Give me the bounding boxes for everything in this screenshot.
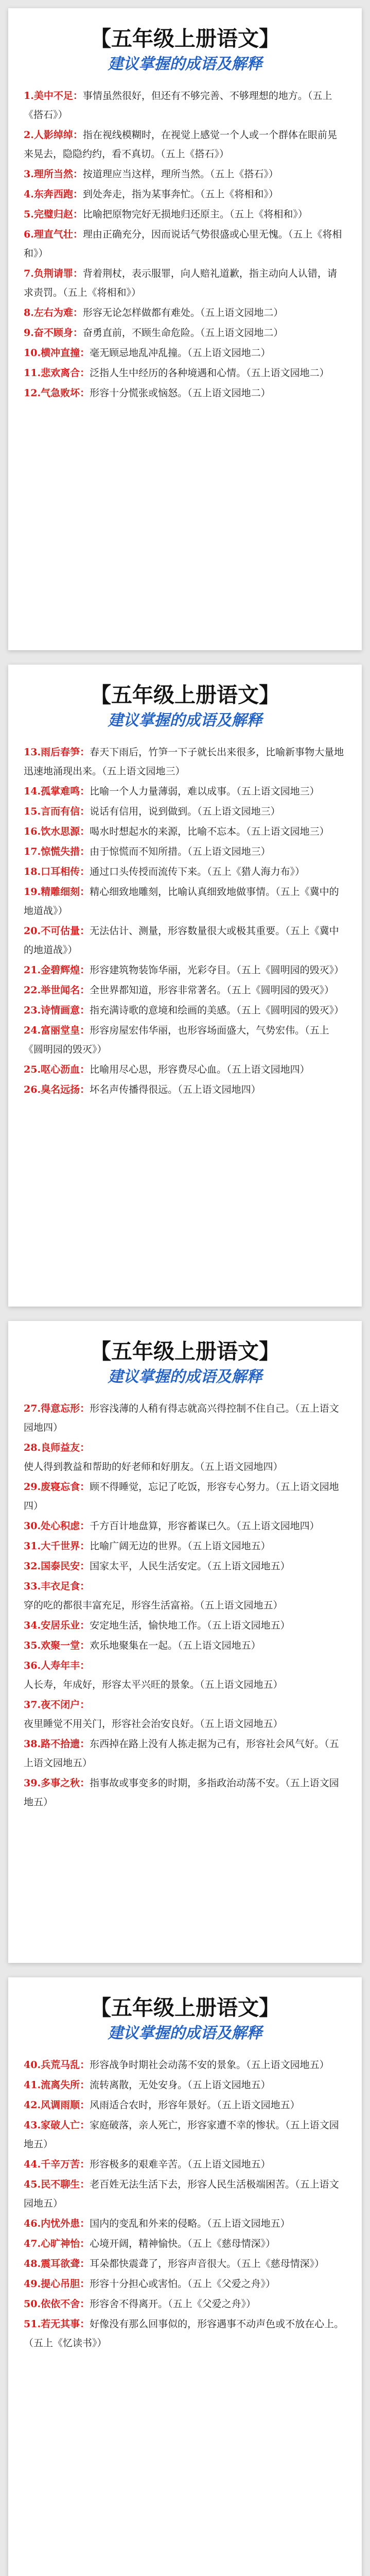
idiom-term: 横冲直撞： (41, 347, 90, 359)
entry-number: 20. (24, 925, 41, 937)
idiom-term: 处心积虑： (41, 1520, 90, 1532)
idiom-definition: 形容无论怎样做都有难处。（五上语文园地二） (82, 307, 284, 318)
idiom-term: 流离失所： (41, 2079, 90, 2091)
idiom-definition: 事情虽然很好，但还有不够完善、不够理想的地方。（五上《搭石》） (24, 90, 332, 121)
idiom-entry (24, 883, 346, 921)
idiom-term: 人影绰绰： (33, 129, 83, 141)
document-page (8, 8, 362, 650)
entry-number: 19. (24, 886, 41, 897)
idiom-definition: 风雨适合农时，形容年景好。（五上语文园地五） (90, 2099, 300, 2111)
idiom-definition: 老百姓无法生活下去，形容人民生活极端困苦。（五上语文园地五） (24, 2179, 339, 2209)
idiom-definition: 比喻用尽心思，形容费尽心血。（五上语文园地四） (90, 1064, 310, 1075)
entry-number: 25. (24, 1064, 41, 1075)
idiom-term: 金碧辉煌： (41, 964, 90, 976)
page-title: 【五年级上册语文】 (90, 1339, 280, 1364)
idiom-entry (24, 2175, 346, 2213)
idiom-definition: 国家太平，人民生活安定。（五上语文园地五） (90, 1561, 290, 1572)
idiom-term: 臭名远扬： (41, 1084, 90, 1095)
idiom-entry (24, 2076, 346, 2095)
idiom-entry (24, 1577, 346, 1615)
entry-number: 6. (24, 229, 34, 240)
idiom-term: 路不拾遗： (41, 1738, 90, 1750)
idiom-definition: 指在视线模糊时，在视觉上感觉一个人或一个群体在眼前晃来晃去，隐隐约约，看不真切。（五上《搭石》） (24, 129, 337, 160)
idiom-term: 良师益友： (41, 1442, 90, 1453)
entry-number: 43. (24, 2120, 41, 2131)
idiom-entry (24, 344, 346, 363)
idiom-term: 依依不舍： (41, 2298, 90, 2310)
document-page (8, 665, 362, 1307)
idiom-definition: 形容房屋宏伟华丽，也形容场面盛大，气势宏伟。（五上《圆明园的毁灭》） (24, 1025, 329, 1055)
entry-number: 4. (24, 189, 34, 200)
idiom-term: 震耳欲聋： (41, 2258, 90, 2269)
idiom-term: 千辛万苦： (41, 2159, 90, 2170)
idiom-entry (24, 1399, 346, 1437)
idiom-definition: 形容舍不得离开。（五上《父爱之舟》） (90, 2298, 256, 2310)
idiom-definition: 心境开阔，精神愉快。（五上《慈母情深》） (90, 2238, 276, 2249)
entry-number: 15. (24, 806, 41, 817)
entry-number: 23. (24, 1005, 41, 1016)
document-page (8, 1321, 362, 1963)
idiom-definition: 背着荆杖，表示服罪，向人赔礼道歉，指主动向人认错，请求责罚。（五上《将相和》） (24, 268, 337, 298)
idiom-entry (24, 961, 346, 980)
entry-number: 32. (24, 1561, 41, 1572)
idiom-term: 富丽堂皇： (41, 1025, 90, 1036)
idiom-entry (24, 87, 346, 125)
idiom-definition: 流转离散，无处安身。（五上语文园地五） (90, 2079, 271, 2091)
idiom-entry (24, 782, 346, 801)
entry-number: 10. (24, 347, 41, 359)
idiom-entry (24, 126, 346, 164)
idiom-definition: 比喻广阔无边的世界。（五上语文园地五） (90, 1540, 271, 1552)
entry-number: 49. (24, 2278, 41, 2290)
idiom-term: 不可估量： (41, 925, 90, 937)
entry-number: 40. (24, 2059, 41, 2071)
idiom-entry (24, 264, 346, 302)
idiom-entry (24, 1080, 346, 1099)
entry-number: 48. (24, 2258, 41, 2269)
idiom-term: 言而有信： (41, 806, 90, 817)
entry-number: 28. (24, 1442, 41, 1453)
idiom-entry (24, 842, 346, 861)
idiom-term: 风调雨顺： (41, 2099, 90, 2111)
idiom-term: 得意忘形： (41, 1403, 90, 1414)
idiom-definition: 形容战争时期社会动荡不安的景象。（五上语文园地五） (90, 2059, 329, 2071)
idiom-definition: 到处奔走，指为某事奔忙。（五上《将相和》） (82, 189, 278, 200)
idiom-term: 悲欢离合： (41, 367, 90, 379)
idiom-term: 安居乐业： (41, 1620, 90, 1631)
idiom-definition: 欢乐地聚集在一起。（五上语文园地五） (90, 1640, 261, 1651)
idiom-entry (24, 225, 346, 263)
page-subtitle: 建议掌握的成语及解释 (108, 711, 262, 730)
entry-number: 13. (24, 747, 41, 758)
idiom-term: 饮水思源： (41, 826, 90, 837)
document-page (8, 1977, 362, 2576)
entry-number: 1. (24, 90, 34, 101)
idiom-term: 雨后春笋： (41, 747, 90, 758)
idiom-entry (24, 384, 346, 403)
idiom-term: 惊慌失措： (41, 846, 90, 857)
idiom-entry (24, 1478, 346, 1516)
idiom-definition: 夜里睡觉不用关门，形容社会治安良好。（五上语文园地五） (24, 1718, 283, 1730)
entry-number: 44. (24, 2159, 41, 2170)
entry-number: 42. (24, 2099, 41, 2111)
idiom-definition: 精心细致地雕刻，比喻认真细致地做事情。（五上《冀中的地道战》） (24, 886, 339, 917)
idiom-entry (24, 1438, 346, 1477)
page-title: 【五年级上册语文】 (90, 1995, 280, 2020)
idiom-definition: 形容十分担心或害怕。（五上《父爱之舟》） (90, 2278, 276, 2290)
entry-number: 35. (24, 1640, 41, 1651)
idiom-entry (24, 2155, 346, 2174)
idiom-term: 负荆请罪： (33, 268, 83, 279)
entry-number: 26. (24, 1084, 41, 1095)
idiom-definition: 东西掉在路上没有人拣走据为己有，形容社会风气好。（五上语文园地五） (24, 1738, 339, 1769)
idiom-entry (24, 303, 346, 323)
entry-number: 14. (24, 786, 41, 797)
entry-number: 21. (24, 964, 41, 976)
idiom-entry (24, 1001, 346, 1020)
idiom-definition: 形容极多的艰难辛苦。（五上语文园地五） (90, 2159, 271, 2170)
entry-number: 7. (24, 268, 34, 279)
entry-number: 2. (24, 129, 34, 141)
entry-number: 36. (24, 1660, 41, 1671)
idiom-term: 东奔西跑： (33, 189, 83, 200)
page-subtitle: 建议掌握的成语及解释 (108, 2024, 262, 2042)
idiom-definition: 比喻一个人力量薄弱，难以成事。（五上语文园地三） (90, 786, 320, 797)
idiom-definition: 说话有信用，说到做到。（五上语文园地三） (90, 806, 280, 817)
idiom-definition: 理由正确充分，因而说话气势很盛或心里无愧。（五上《将相和》） (24, 229, 342, 259)
entry-number: 50. (24, 2298, 41, 2310)
idiom-definition: 由于惊慌而不知所措。（五上语文园地三） (90, 846, 271, 857)
idiom-entry (24, 2234, 346, 2253)
idiom-term: 人寿年丰： (41, 1660, 90, 1671)
idiom-entry (24, 1616, 346, 1635)
idiom-entry (24, 743, 346, 781)
idiom-term: 若无其事： (41, 2318, 90, 2330)
idiom-definition: 指充满诗歌的意境和绘画的美感。（五上《圆明园的毁灭》） (90, 1005, 344, 1016)
idiom-definition: 通过口头传授而流传下来。（五上《猎人海力布》） (90, 866, 305, 877)
idiom-entry (24, 1537, 346, 1556)
entry-number: 38. (24, 1738, 41, 1750)
entry-number: 33. (24, 1581, 41, 1592)
idiom-entry (24, 1656, 346, 1694)
entry-number: 22. (24, 985, 41, 996)
idiom-entry (24, 802, 346, 821)
idiom-term: 国泰民安： (41, 1561, 90, 1572)
idiom-entry (24, 185, 346, 204)
idiom-entry (24, 2295, 346, 2314)
idiom-term: 夜不闭户： (41, 1699, 90, 1710)
idiom-definition: 无法估计、测量，形容数量很大或极其重要。（五上《冀中的地道战》） (24, 925, 339, 956)
idiom-definition: 坏名声传播得很远。（五上语文园地四） (90, 1084, 261, 1095)
idiom-entry (24, 324, 346, 343)
page-title: 【五年级上册语文】 (90, 26, 280, 51)
idiom-term: 民不聊生： (41, 2179, 90, 2190)
idiom-definition: 穿的吃的都很丰富充足，形容生活富裕。（五上语文园地五） (24, 1600, 283, 1611)
idiom-definition: 泛指人生中经历的各种境遇和心情。（五上语文园地二） (90, 367, 329, 379)
idiom-definition: 形容浅薄的人稍有得志就高兴得控制不住自己。（五上语文园地四） (24, 1403, 339, 1433)
idiom-definition: 按道理应当这样，理所当然。（五上《搭石》） (82, 168, 278, 180)
idiom-entry (24, 981, 346, 1000)
idiom-entry (24, 1021, 346, 1059)
idiom-definition: 安定地生活，愉快地工作。（五上语文园地五） (90, 1620, 290, 1631)
entry-number: 27. (24, 1403, 41, 1414)
entry-number: 46. (24, 2218, 41, 2229)
idiom-definition: 指事故或事变多的时期，多指政治动荡不安。（五上语文园地五） (24, 1777, 339, 1808)
idiom-entry (24, 2116, 346, 2154)
idiom-entry (24, 205, 346, 224)
idiom-term: 大千世界： (41, 1540, 90, 1552)
idiom-definition: 全世界都知道，形容非常著名。（五上《圆明园的毁灭》） (90, 985, 334, 996)
page-subtitle: 建议掌握的成语及解释 (108, 55, 262, 73)
idiom-entry (24, 2255, 346, 2274)
page-title: 【五年级上册语文】 (90, 683, 280, 707)
idiom-definition: 使人得到教益和帮助的好老师和好朋友。（五上语文园地四） (24, 1461, 283, 1472)
entry-number: 29. (24, 1481, 41, 1493)
idiom-term: 左右为难： (33, 307, 83, 318)
idiom-term: 口耳相传： (41, 866, 90, 877)
entry-number: 9. (24, 327, 34, 338)
page-subtitle: 建议掌握的成语及解释 (108, 1368, 262, 1386)
idiom-term: 家破人亡： (41, 2120, 90, 2131)
idiom-definition: 春天下雨后，竹笋一下子就长出来很多，比喻新事物大量地迅速地涌现出来。（五上语文园地三） (24, 747, 344, 777)
idiom-entry (24, 1060, 346, 1079)
idiom-term: 丰衣足食： (41, 1581, 90, 1592)
idiom-entry (24, 2056, 346, 2075)
entry-number: 47. (24, 2238, 41, 2249)
idiom-entry (24, 1636, 346, 1655)
entry-number: 5. (24, 209, 34, 220)
entry-number: 24. (24, 1025, 41, 1036)
entry-number: 31. (24, 1540, 41, 1552)
idiom-definition: 好像没有那么回事似的，形容遇事不动声色或不放在心上。（五上《忆读书》） (24, 2318, 344, 2349)
idiom-term: 诗情画意： (41, 1005, 90, 1016)
idiom-definition: 形容十分慌张或恼怒。（五上语文园地二） (90, 387, 271, 399)
entry-number: 51. (24, 2318, 41, 2330)
entry-number: 37. (24, 1699, 41, 1710)
entry-number: 11. (24, 367, 41, 379)
idiom-definition: 千方百计地盘算，形容蓄谋已久。（五上语文园地四） (90, 1520, 320, 1532)
idiom-entry (24, 364, 346, 383)
idiom-entry (24, 922, 346, 960)
idiom-definition: 形容建筑物装饰华丽，光彩夺目。（五上《圆明园的毁灭》） (90, 964, 344, 976)
idiom-term: 气急败坏： (41, 387, 90, 399)
idiom-definition: 喝水时想起水的来源，比喻不忘本。（五上语文园地三） (90, 826, 329, 837)
idiom-entry (24, 862, 346, 882)
entry-number: 12. (24, 387, 41, 399)
idiom-definition: 国内的变乱和外来的侵略。（五上语文园地五） (90, 2218, 290, 2229)
idiom-term: 理直气壮： (33, 229, 83, 240)
idiom-entry (24, 1774, 346, 1812)
entry-number: 18. (24, 866, 41, 877)
idiom-definition: 比喻把原物完好无损地归还原主。（五上《将相和》） (82, 209, 308, 220)
idiom-entry (24, 1517, 346, 1536)
idiom-term: 提心吊胆： (41, 2278, 90, 2290)
idiom-definition: 奋勇直前，不顾生命危险。（五上语文园地二） (82, 327, 284, 338)
idiom-term: 奋不顾身： (33, 327, 83, 338)
entry-number: 8. (24, 307, 34, 318)
idiom-entry (24, 1696, 346, 1734)
idiom-definition: 顾不得睡觉，忘记了吃饭，形容专心努力。（五上语文园地四） (24, 1481, 339, 1512)
entry-number: 30. (24, 1520, 41, 1532)
idiom-entry (24, 1557, 346, 1576)
idiom-entry (24, 822, 346, 841)
entry-number: 3. (24, 168, 34, 180)
idiom-definition: 耳朵都快震聋了，形容声音很大。（五上《慈母情深》） (90, 2258, 325, 2269)
idiom-entry (24, 2214, 346, 2233)
idiom-term: 废寝忘食： (41, 1481, 90, 1493)
idiom-term: 精雕细刻： (41, 886, 90, 897)
idiom-definition: 毫无顾忌地乱冲乱撞。（五上语文园地二） (90, 347, 271, 359)
idiom-entry (24, 2275, 346, 2294)
entry-number: 41. (24, 2079, 41, 2091)
idiom-term: 多事之秋： (41, 1777, 90, 1789)
idiom-term: 欢聚一堂： (41, 1640, 90, 1651)
idiom-term: 呕心沥血： (41, 1064, 90, 1075)
idiom-term: 完璧归赵： (33, 209, 83, 220)
entry-number: 39. (24, 1777, 41, 1789)
entry-number: 34. (24, 1620, 41, 1631)
idiom-term: 兵荒马乱： (41, 2059, 90, 2071)
entry-number: 16. (24, 826, 41, 837)
idiom-definition: 家庭破落，亲人死亡，形容家遭不幸的惨状。（五上语文园地五） (24, 2120, 339, 2150)
idiom-term: 举世闻名： (41, 985, 90, 996)
idiom-entry (24, 2315, 346, 2353)
entry-number: 45. (24, 2179, 41, 2190)
idiom-definition: 人长寿，年成好，形容太平兴旺的景象。（五上语文园地五） (24, 1679, 283, 1690)
idiom-term: 理所当然： (33, 168, 83, 180)
idiom-term: 内忧外患： (41, 2218, 90, 2229)
idiom-term: 孤掌难鸣： (41, 786, 90, 797)
idiom-entry (24, 1735, 346, 1773)
idiom-term: 心旷神怡： (41, 2238, 90, 2249)
idiom-entry (24, 165, 346, 184)
idiom-entry (24, 2096, 346, 2115)
idiom-term: 美中不足： (33, 90, 83, 101)
entry-number: 17. (24, 846, 41, 857)
